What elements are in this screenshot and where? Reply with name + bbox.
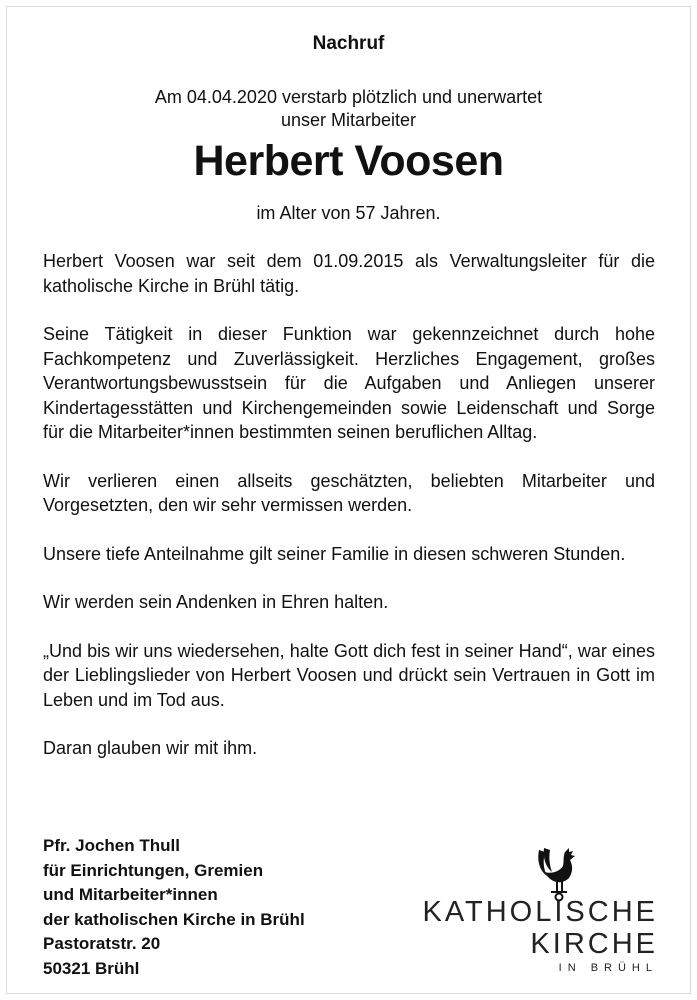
notice-heading: Nachruf	[312, 33, 385, 54]
intro-text	[0, 86, 697, 132]
intro-line-1: Am 04.04.2020 verstarb plötzlich und unerwartet	[154, 87, 543, 107]
signature-line: und Mitarbeiter*innen	[43, 885, 218, 904]
deceased-name: Herbert Voosen	[193, 137, 504, 185]
paragraph: Daran glauben wir mit ihm.	[43, 738, 258, 758]
paragraph: Unsere tiefe Anteilnahme gilt seiner Familie in diesen schweren Stunden.	[43, 543, 626, 564]
logo-text-kirche: KIRCHE	[530, 928, 658, 960]
paragraph: Seine Tätigkeit in dieser Funktion war gekennzeichnet durch hohe Fachkompetenz und Zuverlässigkeit. Herzliches Engagement, großes Verantwortungsbewusstsein für die Aufgaben und Anliegen unserer Kindertagesstätten und Kirchengemeinden sowie Leidenschaft und Sorge für die Mitarbeiter*innen bestimmten seinen beruflichen Alltag.	[43, 324, 655, 442]
signature-line: Pastoratstr. 20	[43, 934, 161, 953]
logo-text-in-bruehl: IN BRÜHL	[558, 962, 658, 974]
logo-text-katholische: KATHOLISCHE	[422, 896, 658, 928]
age-line: im Alter von 57 Jahren.	[256, 203, 441, 223]
signature-block	[43, 834, 305, 981]
signature-line: 50321 Brühl	[43, 958, 140, 978]
paragraph: Herbert Voosen war seit dem 01.09.2015 als Verwaltungsleiter für die katholische Kirche in Brühl tätig.	[43, 251, 655, 296]
obituary-body	[43, 249, 655, 785]
church-logo	[420, 842, 662, 977]
paragraph: Wir werden sein Andenken in Ehren halten.	[43, 592, 389, 612]
paragraph: Wir verlieren einen allseits geschätzten, beliebten Mitarbeiter und Vorgesetzten, den wir sehr vermissen werden.	[43, 470, 655, 515]
signature-line: Pfr. Jochen Thull	[43, 836, 180, 855]
intro-line-2: unser Mitarbeiter	[280, 110, 417, 130]
paragraph: „Und bis wir uns wiedersehen, halte Gott dich fest in seiner Hand“, war eines der Lieblingslieder von Herbert Voosen und drückt sein Vertrauen in Gott im Leben und im Tod aus.	[43, 640, 655, 710]
signature-line: der katholischen Kirche in Brühl	[43, 909, 305, 929]
signature-line: für Einrichtungen, Gremien	[43, 860, 264, 880]
rooster-icon	[535, 842, 581, 902]
